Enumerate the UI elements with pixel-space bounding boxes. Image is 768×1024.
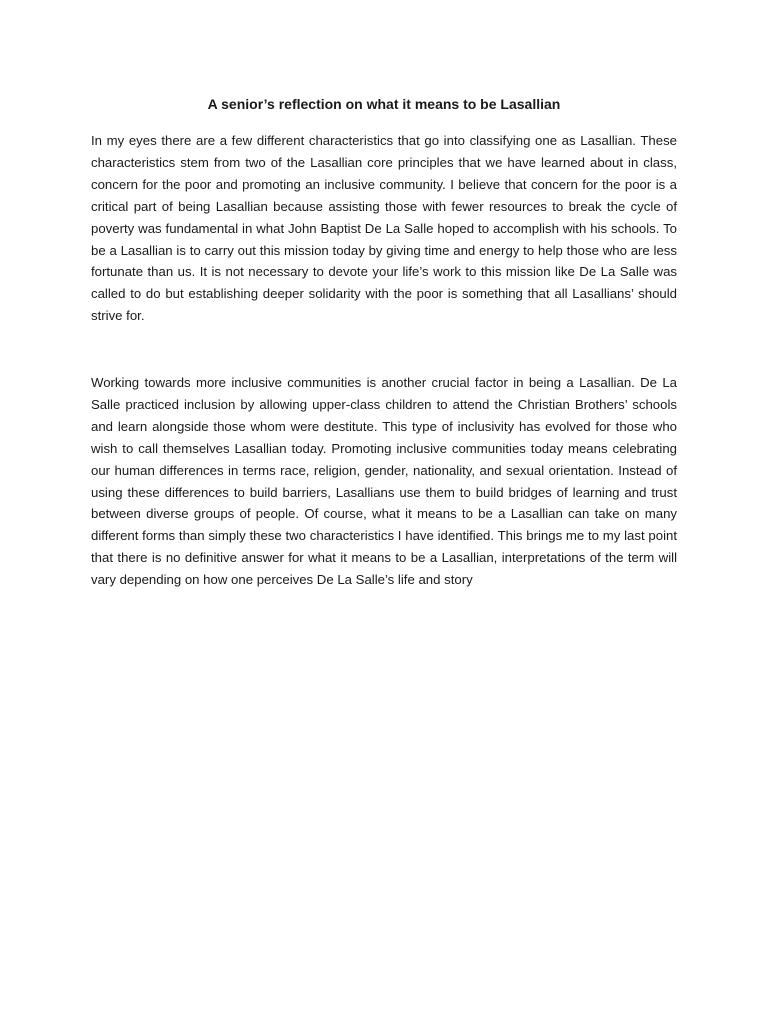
paragraph-1: In my eyes there are a few different characteristics that go into classifying one as Lasallian. These characteristics stem from two of the Lasallian core principles that we have learned about in class, concern for the poor and promoting an inclusive community. I believe that concern for the poor is a critical part of being Lasallian because assisting those with fewer resources to break the cycle of poverty was fundamental in what John Baptist De La Salle hoped to accomplish with his schools. To be a Lasallian is to carry out this mission today by giving time and energy to help those who are less fortunate than us. It is not necessary to devote your life’s work to this mission like De La Salle was called to do but establishing deeper solidarity with the poor is something that all Lasallians’ should strive for. [91, 133, 677, 324]
paragraph-2: Working towards more inclusive communities is another crucial factor in being a Lasallian. De La Salle practiced inclusion by allowing upper-class children to attend the Christian Brothers’ schools and learn alongside those whom were destitute. This type of inclusivity has evolved for those who wish to call themselves Lasallian today. Promoting inclusive communities today means celebrating our human differences in terms race, religion, gender, nationality, and sexual orientation. Instead of using these differences to build barriers, Lasallians use them to build bridges of learning and trust between diverse groups of people. Of course, what it means to be a Lasallian can take on many different forms than simply these two characteristics I have identified. This brings me to my last point that there is no definitive answer for what it means to be a Lasallian, interpretations of the term will vary depending on how one perceives De La Salle’s life and story [91, 375, 677, 588]
document-title: A senior’s reflection on what it means to be Lasallian [207, 96, 561, 112]
